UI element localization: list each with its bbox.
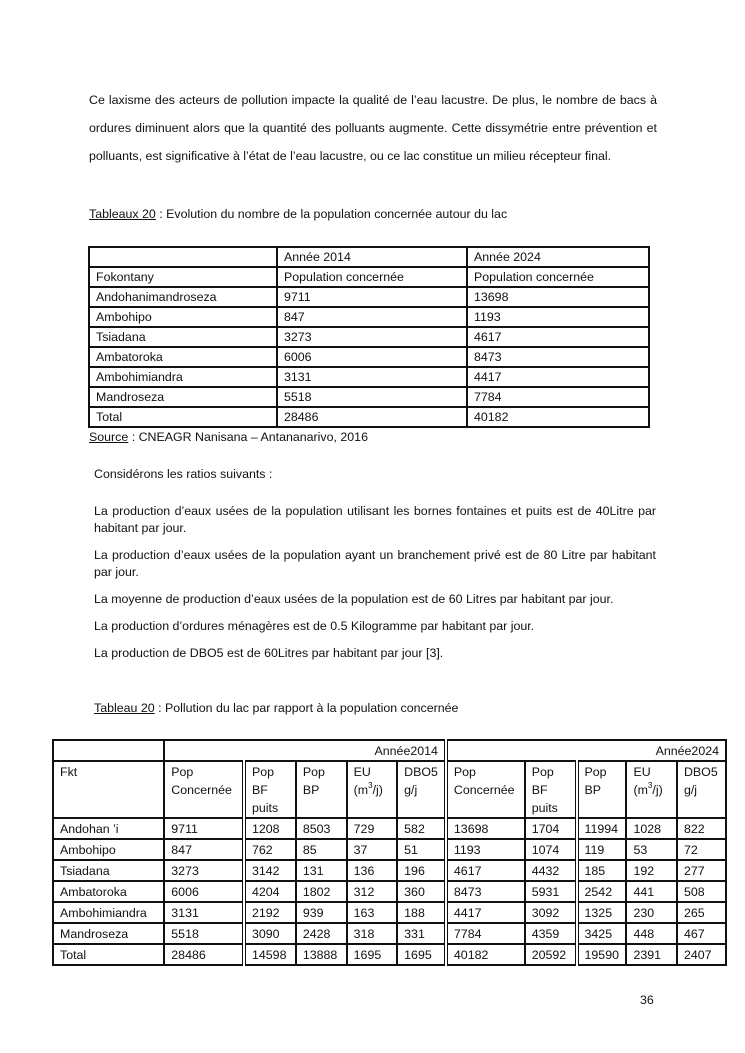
year-2014-header: Année2014 <box>164 740 446 761</box>
table-cell: 1208 <box>244 818 296 839</box>
table-cell: 1695 <box>347 944 398 965</box>
table-cell: 1704 <box>525 818 577 839</box>
table-cell: 360 <box>397 881 446 902</box>
table-cell: 4417 <box>446 902 525 923</box>
column-header-row <box>53 761 726 818</box>
table-cell: Ambatoroka <box>89 347 277 367</box>
table-cell: 4617 <box>467 327 649 347</box>
header-line: /j) <box>372 783 383 797</box>
table-row <box>53 839 726 860</box>
table-cell: 8473 <box>446 881 525 902</box>
table-cell: Total <box>89 407 277 427</box>
table-cell: 3092 <box>525 902 577 923</box>
table-cell: 441 <box>626 881 677 902</box>
table-cell: 8503 <box>296 818 347 839</box>
table-cell: 51 <box>397 839 446 860</box>
header-cell: Population concernée <box>467 267 649 287</box>
dbo5-header <box>397 761 446 818</box>
ratio-item: La production d’ordures ménagères est de 0.5 Kilogramme par habitant par jour. <box>94 619 535 633</box>
table-cell: 9711 <box>164 818 244 839</box>
header-line: Pop <box>252 765 275 779</box>
table-cell: Ambohipo <box>89 307 277 327</box>
table-cell: 13698 <box>446 818 525 839</box>
header-line: puits <box>252 801 279 815</box>
pop-bf-header <box>244 761 296 818</box>
intro-paragraph: Ce laxisme des acteurs de pollution impacte la qualité de l’eau lacustre. De plus, le nombre de bacs à ordures diminuent alors que la quantité des polluants augmente. Cette dissymétrie entre prévention et polluants, est significative à l’état de l’eau lacustre, ou ce lac constitue un milieu récepteur final. <box>89 93 657 163</box>
table-row <box>89 307 649 327</box>
table-cell: 822 <box>677 818 726 839</box>
table-cell: 2542 <box>577 881 627 902</box>
table-row <box>89 327 649 347</box>
year-header-row <box>53 740 726 761</box>
table-cell: 28486 <box>164 944 244 965</box>
fkt-header: Fkt <box>53 761 164 818</box>
table-cell: 13698 <box>467 287 649 307</box>
dbo5-header <box>677 761 726 818</box>
table-cell: Mandroseza <box>89 387 277 407</box>
table-cell: 3090 <box>244 923 296 944</box>
table2-caption-text: : Pollution du lac par rapport à la population concernée <box>154 701 459 715</box>
header-line: DBO5 <box>404 765 438 779</box>
table-cell: 53 <box>626 839 677 860</box>
table-cell: 3273 <box>277 327 467 347</box>
table-cell: 9711 <box>277 287 467 307</box>
header-line: Pop <box>171 765 194 779</box>
table-cell: 3425 <box>577 923 627 944</box>
ratios-section <box>94 466 656 672</box>
table-cell: 847 <box>277 307 467 327</box>
table-cell: 14598 <box>244 944 296 965</box>
table-cell: 72 <box>677 839 726 860</box>
ratios-intro: Considérons les ratios suivants : <box>94 467 273 481</box>
table-cell: 131 <box>296 860 347 881</box>
table-cell: 3142 <box>244 860 296 881</box>
table-cell: 3131 <box>164 902 244 923</box>
header-line: BP <box>584 783 602 797</box>
table-cell: 1193 <box>446 839 525 860</box>
fkt-cell: Andohan ’i <box>53 818 164 839</box>
table-cell: 467 <box>677 923 726 944</box>
pop-bp-header <box>296 761 347 818</box>
header-line: EU <box>353 765 371 779</box>
table-cell: 448 <box>626 923 677 944</box>
table-cell: 3273 <box>164 860 244 881</box>
table-cell: 2407 <box>677 944 726 965</box>
page-number: 36 <box>640 993 654 1007</box>
table-cell: 331 <box>397 923 446 944</box>
table-row <box>53 818 726 839</box>
table-cell: 5518 <box>277 387 467 407</box>
fkt-cell: Total <box>53 944 164 965</box>
table-row <box>53 860 726 881</box>
population-evolution-table <box>88 246 650 428</box>
table-cell: 582 <box>397 818 446 839</box>
table-cell: 13888 <box>296 944 347 965</box>
eu-header <box>626 761 677 818</box>
header-line: BP <box>302 783 320 797</box>
ratio-item: La production d’eaux usées de la population ayant un branchement privé est de 80 Litre par habitant par jour. <box>94 548 656 579</box>
table-cell: 19590 <box>577 944 627 965</box>
header-cell: Année 2024 <box>467 247 649 267</box>
table2-caption-label: Tableau 20 <box>94 701 155 715</box>
table-row <box>53 881 726 902</box>
table-cell: 312 <box>347 881 398 902</box>
header-line: g/j <box>683 783 698 797</box>
table-cell: 37 <box>347 839 398 860</box>
table-cell: 3131 <box>277 367 467 387</box>
source-text: : CNEAGR Nanisana – Antananarivo, 2016 <box>128 430 368 444</box>
header-cell: Population concernée <box>277 267 467 287</box>
table-body <box>53 818 726 965</box>
header-line: puits <box>531 801 558 815</box>
table-cell: 136 <box>347 860 398 881</box>
table-total-row <box>53 944 726 965</box>
header-cell <box>89 247 277 267</box>
table-row <box>89 347 649 367</box>
header-line: g/j <box>404 783 418 797</box>
table-cell: 6006 <box>277 347 467 367</box>
table-cell: 1802 <box>296 881 347 902</box>
table-total-row <box>89 407 649 427</box>
table-cell: 1325 <box>577 902 627 923</box>
table-cell: 5518 <box>164 923 244 944</box>
ratio-item: La production de DBO5 est de 60Litres par habitant par jour [3]. <box>94 646 444 660</box>
table-cell: 2428 <box>296 923 347 944</box>
table-cell: 119 <box>577 839 627 860</box>
header-cell: Année 2014 <box>277 247 467 267</box>
source-label: Source <box>89 430 129 444</box>
table-cell: 5931 <box>525 881 577 902</box>
table1-caption-label: Tableaux 20 <box>89 207 156 221</box>
header-line: (m <box>353 783 369 797</box>
table-cell: 4417 <box>467 367 649 387</box>
header-line: BF <box>252 783 268 797</box>
table-row <box>89 387 649 407</box>
table-cell: 1695 <box>397 944 446 965</box>
eu-header <box>347 761 398 818</box>
table-cell: 7784 <box>467 387 649 407</box>
header-line: Concernée <box>171 783 232 797</box>
table-cell: Tsiadana <box>89 327 277 347</box>
table-cell: 4359 <box>525 923 577 944</box>
table-cell: 277 <box>677 860 726 881</box>
table-cell: 1074 <box>525 839 577 860</box>
table-cell: 265 <box>677 902 726 923</box>
table-cell: 762 <box>244 839 296 860</box>
pop-bf-header <box>525 761 577 818</box>
table-cell: 163 <box>347 902 398 923</box>
table-cell: 40182 <box>467 407 649 427</box>
header-line: Pop <box>584 765 607 779</box>
table-cell: 230 <box>626 902 677 923</box>
header-line: Pop <box>302 765 325 779</box>
table-cell: 28486 <box>277 407 467 427</box>
table-cell: 4432 <box>525 860 577 881</box>
fkt-cell: Mandroseza <box>53 923 164 944</box>
table-row <box>53 923 726 944</box>
year-2024-header: Année2024 <box>446 740 726 761</box>
table-cell: 7784 <box>446 923 525 944</box>
fkt-cell: Ambatoroka <box>53 881 164 902</box>
header-cell: Fokontany <box>89 267 277 287</box>
table-cell: 4204 <box>244 881 296 902</box>
header-line: (m <box>633 783 648 797</box>
table-cell: 188 <box>397 902 446 923</box>
table-header-row <box>89 247 649 267</box>
table-cell: 8473 <box>467 347 649 367</box>
table-cell: 1193 <box>467 307 649 327</box>
table-cell: 939 <box>296 902 347 923</box>
table-cell: 729 <box>347 818 398 839</box>
table-cell: 40182 <box>446 944 525 965</box>
table1-source <box>89 430 368 444</box>
header-line: Pop <box>531 765 554 779</box>
table-cell: 6006 <box>164 881 244 902</box>
table-cell: 11994 <box>577 818 627 839</box>
table-header-row <box>89 267 649 287</box>
table-cell: 318 <box>347 923 398 944</box>
table-cell: Ambohimiandra <box>89 367 277 387</box>
header-line: Pop <box>453 765 476 779</box>
lake-pollution-table <box>52 739 727 966</box>
header-line: /j) <box>652 783 663 797</box>
table-cell: 196 <box>397 860 446 881</box>
pop-bp-header <box>577 761 627 818</box>
ratio-item: La moyenne de production d’eaux usées de la population est de 60 Litres par habitant par jour. <box>94 592 614 606</box>
table-cell: 20592 <box>525 944 577 965</box>
header-line: DBO5 <box>683 765 718 779</box>
table-cell: Andohanimandroseza <box>89 287 277 307</box>
pop-concernee-header <box>446 761 525 818</box>
table-cell: 2192 <box>244 902 296 923</box>
fkt-cell: Ambohimiandra <box>53 902 164 923</box>
fkt-cell: Ambohipo <box>53 839 164 860</box>
table-cell: 847 <box>164 839 244 860</box>
table-cell: 2391 <box>626 944 677 965</box>
pop-concernee-header <box>164 761 244 818</box>
table2-caption <box>94 701 458 715</box>
table-row <box>53 902 726 923</box>
table-cell: 4617 <box>446 860 525 881</box>
table-row <box>89 287 649 307</box>
table1-caption-text: : Evolution du nombre de la population concernée autour du lac <box>155 207 508 221</box>
table-row <box>89 367 649 387</box>
superscript: 3 <box>368 781 373 790</box>
table-cell: 192 <box>626 860 677 881</box>
superscript: 3 <box>647 781 653 790</box>
ratio-item: La production d’eaux usées de la population utilisant les bornes fontaines et puits est de 40Litre par habitant par jour. <box>94 504 656 535</box>
empty-header-cell <box>53 740 164 761</box>
header-line: BF <box>531 783 548 797</box>
table1-caption <box>89 207 507 221</box>
table-cell: 85 <box>296 839 347 860</box>
header-line: EU <box>633 765 651 779</box>
table-cell: 185 <box>577 860 627 881</box>
table-cell: 508 <box>677 881 726 902</box>
table-cell: 1028 <box>626 818 677 839</box>
header-line: Concernée <box>453 783 515 797</box>
fkt-cell: Tsiadana <box>53 860 164 881</box>
